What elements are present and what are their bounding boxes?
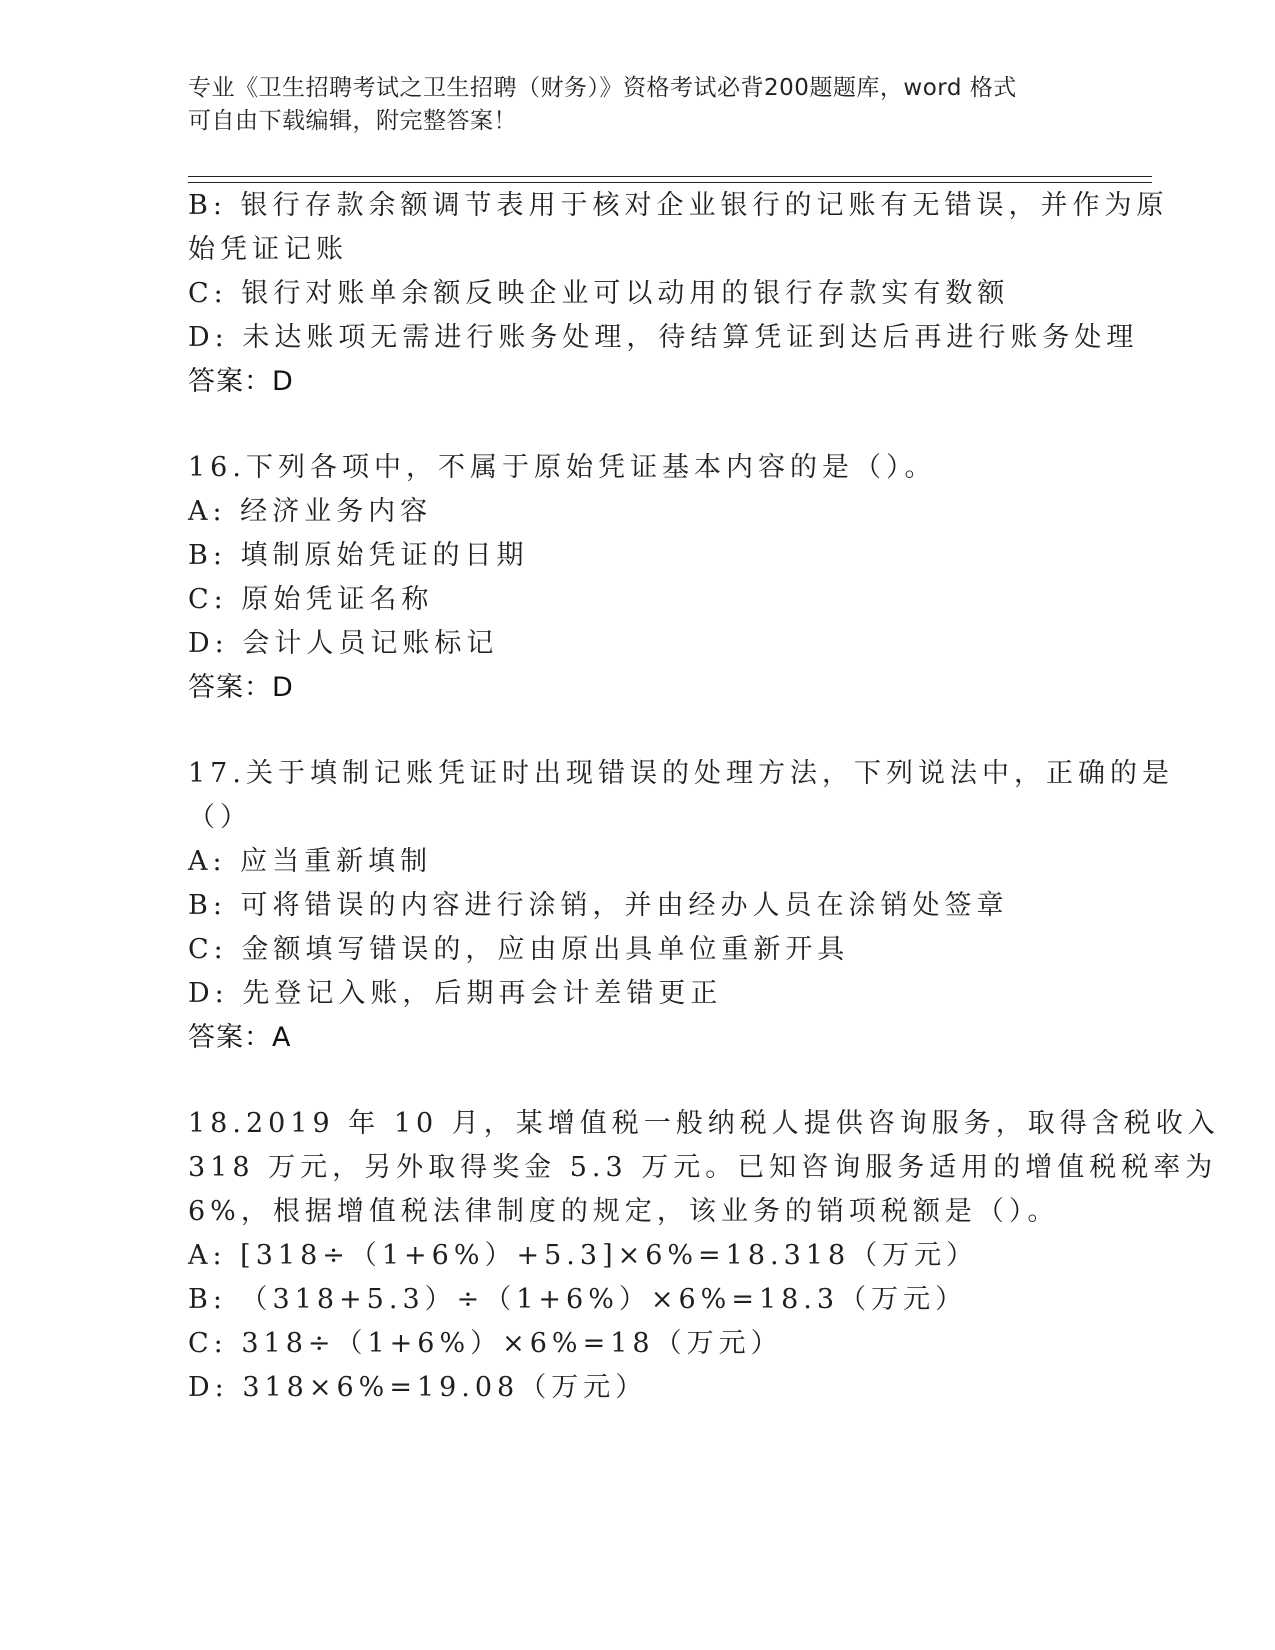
q15-answer: 答案：D [188,366,294,397]
q16-option-a: A: 经济业务内容 [188,496,433,527]
q16-answer: 答案：D [188,672,294,703]
q17-option-c: C: 金额填写错误的，应由原出具单位重新开具 [188,934,850,965]
q16-question: 16.下列各项中，不属于原始凭证基本内容的是（）。 [188,452,937,483]
q15-option-d: D: 未达账项无需进行账务处理，待结算凭证到达后再进行账务处理 [188,322,1139,353]
q18-option-c: C: 318÷（1+6%）×6%=18（万元） [188,1328,783,1359]
header-line-1: 专业《卫生招聘考试之卫生招聘（财务）》资格考试必背200题题库，word 格式 [188,75,1017,101]
header-line-2: 可自由下载编辑，附完整答案！ [188,108,517,134]
q18-option-d: D: 318×6%=19.08（万元） [188,1372,648,1403]
q15-option-b-line2: 始凭证记账 [188,234,348,265]
q16-option-d: D: 会计人员记账标记 [188,628,499,659]
header-rule-bottom [188,182,1152,183]
q17-option-a: A: 应当重新填制 [188,846,433,877]
q18-question-line1: 18.2019 年 10 月，某增值税一般纳税人提供咨询服务，取得含税收入 [188,1108,1220,1139]
q15-option-b-line1: B: 银行存款余额调节表用于核对企业银行的记账有无错误，并作为原 [188,190,1169,221]
q17-option-b: B: 可将错误的内容进行涂销，并由经办人员在涂销处签章 [188,890,1009,921]
q17-question-line1: 17.关于填制记账凭证时出现错误的处理方法，下列说法中，正确的是 [188,758,1174,789]
q18-option-b: B: （318+5.3）÷（1+6%）×6%=18.3（万元） [188,1284,968,1315]
q18-option-a: A: [318÷（1+6%）+5.3]×6%=18.318（万元） [188,1240,979,1271]
header-rule-top [188,176,1152,177]
q16-option-b: B: 填制原始凭证的日期 [188,540,529,571]
q15-option-c: C: 银行对账单余额反映企业可以动用的银行存款实有数额 [188,278,1010,309]
q17-question-line2: （） [188,802,252,833]
q17-option-d: D: 先登记入账，后期再会计差错更正 [188,978,723,1009]
q18-question-line2: 318 万元，另外取得奖金 5.3 万元。已知咨询服务适用的增值税税率为 [188,1152,1218,1183]
document-header [188,72,1088,138]
q17-answer: 答案：A [188,1022,292,1053]
q16-option-c: C: 原始凭证名称 [188,584,434,615]
q18-question-line3: 6%，根据增值税法律制度的规定，该业务的销项税额是（）。 [188,1196,1060,1227]
